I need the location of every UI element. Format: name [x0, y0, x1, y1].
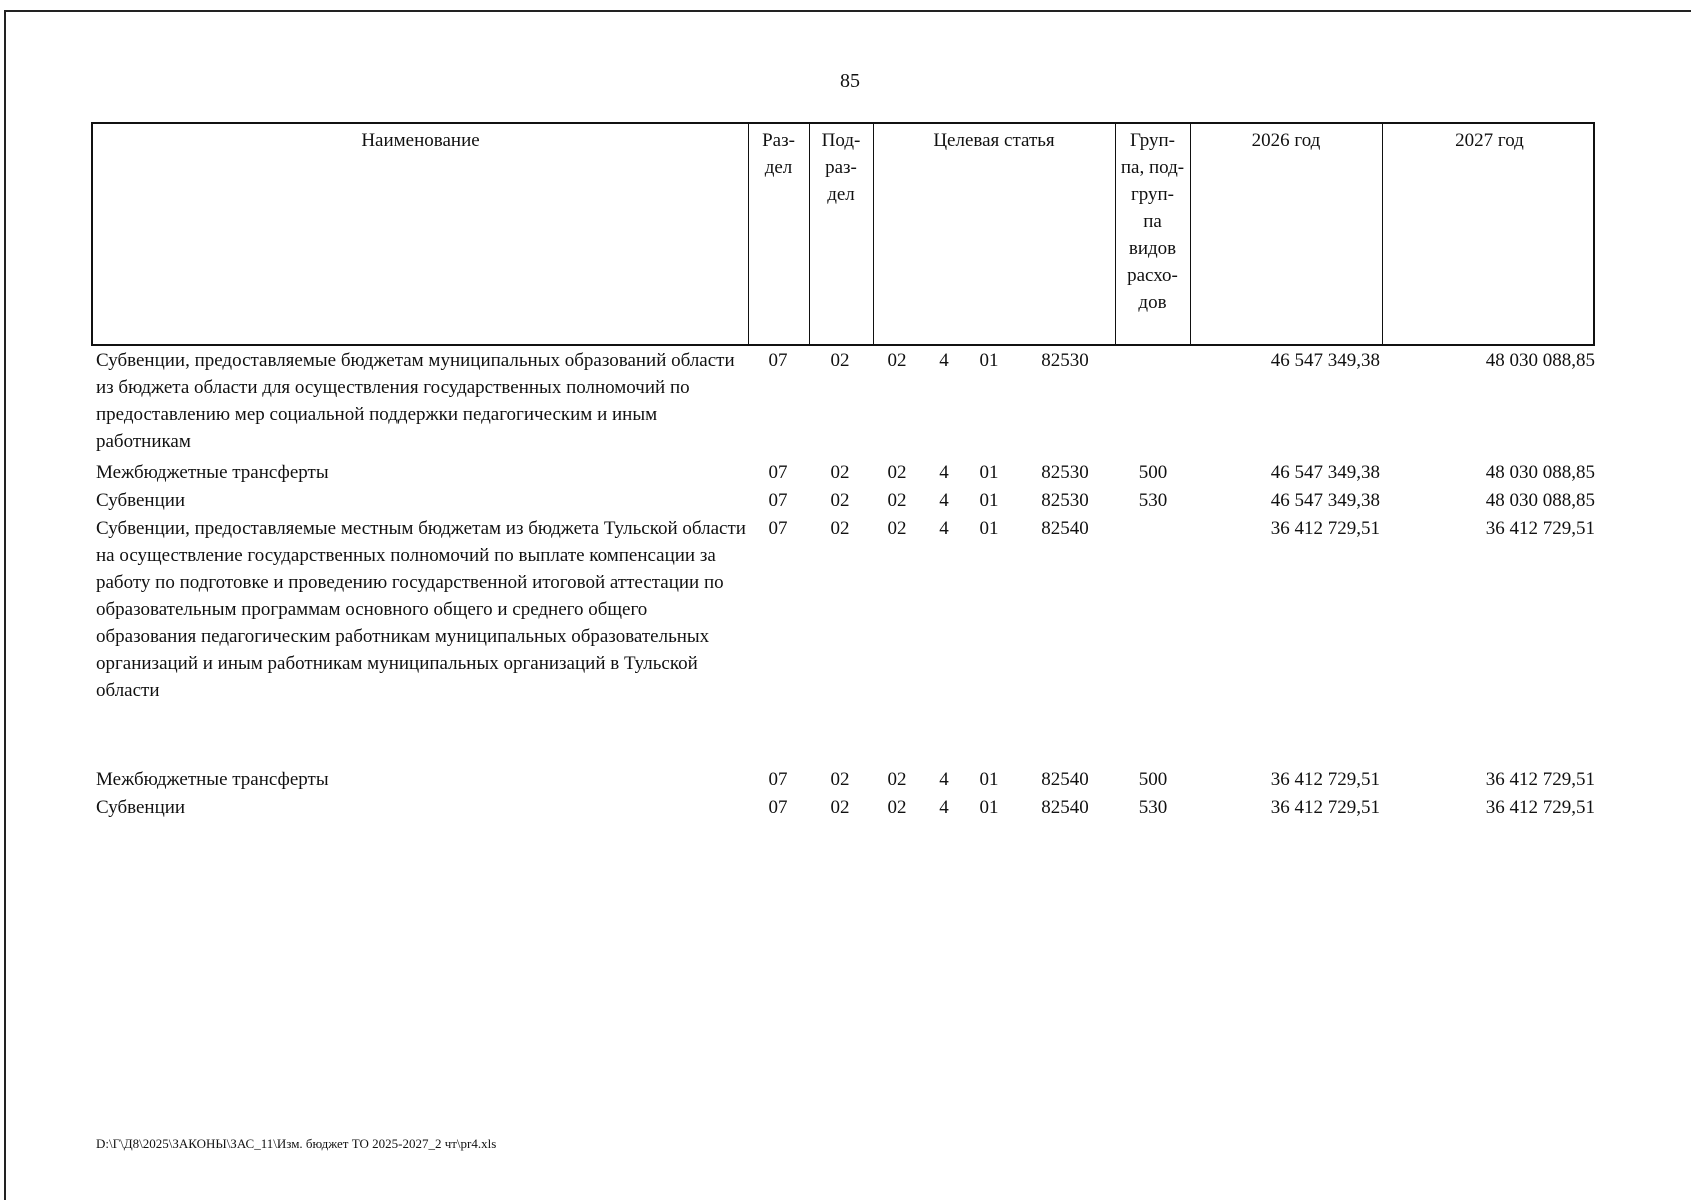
row-2027: 48 030 088,85: [1485, 462, 1595, 483]
row-group: 500: [1138, 462, 1168, 483]
header-group-line: расхо-: [1127, 265, 1178, 286]
row-2027: 36 412 729,51: [1485, 518, 1595, 539]
row-target-part1: 02: [887, 797, 907, 818]
row-target-part2: 4: [939, 518, 949, 539]
table-header: [91, 122, 1595, 346]
row-2027: 48 030 088,85: [1485, 350, 1595, 371]
row-2026: 46 547 349,38: [1270, 462, 1380, 483]
row-podrazdel: 02: [830, 518, 850, 539]
header-name: Наименование: [361, 130, 480, 151]
row-target-part4: 82540: [1041, 797, 1089, 818]
row-2026: 46 547 349,38: [1270, 490, 1380, 511]
row-razdel: 07: [768, 797, 788, 818]
header-podrazdel-line: Под-: [821, 130, 861, 151]
row-podrazdel: 02: [830, 797, 850, 818]
row-target-part4: 82530: [1041, 490, 1089, 511]
row-2026: 36 412 729,51: [1270, 797, 1380, 818]
row-target-part1: 02: [887, 462, 907, 483]
row-target-part3: 01: [979, 490, 999, 511]
header-divider: [1382, 124, 1383, 344]
row-razdel: 07: [768, 769, 788, 790]
row-razdel: 07: [768, 350, 788, 371]
row-name: Субвенции: [96, 797, 186, 818]
header-group: [1115, 124, 1190, 316]
header-razdel-line: дел: [764, 157, 793, 178]
row-target-part3: 01: [979, 797, 999, 818]
row-target-part2: 4: [939, 350, 949, 371]
row-target-part3: 01: [979, 462, 999, 483]
row-group: 500: [1138, 769, 1168, 790]
header-razdel: [748, 124, 809, 181]
header-group-line: груп-: [1130, 184, 1175, 205]
row-2027: 36 412 729,51: [1485, 797, 1595, 818]
row-target-part3: 01: [979, 769, 999, 790]
row-target-part4: 82540: [1041, 769, 1089, 790]
header-2027: 2027 год: [1455, 130, 1524, 151]
row-target-part3: 01: [979, 518, 999, 539]
row-target-part1: 02: [887, 769, 907, 790]
header-podrazdel-line: раз-: [825, 157, 857, 178]
header-target: Целевая статья: [933, 130, 1055, 151]
row-target-part4: 82530: [1041, 350, 1089, 371]
header-divider: [873, 124, 874, 344]
row-podrazdel: 02: [830, 490, 850, 511]
header-razdel-line: Раз-: [762, 130, 795, 151]
row-target-part2: 4: [939, 797, 949, 818]
row-target-part2: 4: [939, 462, 949, 483]
header-podrazdel-line: дел: [827, 184, 855, 205]
row-razdel: 07: [768, 462, 788, 483]
row-target-part4: 82540: [1041, 518, 1089, 539]
row-podrazdel: 02: [830, 350, 850, 371]
row-name: Субвенции, предоставляемые местным бюджетам из бюджета Тульской области на осуществление государственных полномочий по выплате компенсации за работу по подготовке и проведению государственной итоговой аттестации по образовательным программам основного общего и среднего общего образования педагогическим работникам муниципальных образовательных организаций и иным работникам муниципальных организаций в Тульской области: [96, 518, 746, 701]
row-2026: 36 412 729,51: [1270, 769, 1380, 790]
row-target-part4: 82530: [1041, 462, 1089, 483]
row-group: 530: [1138, 490, 1168, 511]
row-target-part3: 01: [979, 350, 999, 371]
page-border-left: [4, 10, 6, 1200]
row-podrazdel: 02: [830, 462, 850, 483]
row-target-part2: 4: [939, 490, 949, 511]
row-2026: 46 547 349,38: [1270, 350, 1380, 371]
header-podrazdel: [809, 124, 873, 208]
row-razdel: 07: [768, 490, 788, 511]
row-razdel: 07: [768, 518, 788, 539]
header-2026: 2026 год: [1251, 130, 1321, 151]
row-podrazdel: 02: [830, 769, 850, 790]
row-target-part1: 02: [887, 518, 907, 539]
row-2027: 36 412 729,51: [1485, 769, 1595, 790]
row-target-part1: 02: [887, 490, 907, 511]
page-border-top: [4, 10, 1691, 12]
row-name: Межбюджетные трансферты: [96, 769, 329, 790]
header-group-line: видов: [1128, 238, 1177, 259]
row-2026: 36 412 729,51: [1270, 518, 1380, 539]
header-divider: [1190, 124, 1191, 344]
page-number: 85: [840, 70, 860, 92]
file-path-footer: D:\Г\Д8\2025\ЗАКОНЫ\ЗАС_11\Изм. бюджет ТО 2025-2027_2 чт\pr4.xls: [96, 1136, 497, 1151]
header-group-line: па: [1143, 211, 1162, 232]
row-name: Субвенции: [96, 490, 186, 511]
row-target-part1: 02: [887, 350, 907, 371]
header-group-line: па, под-: [1120, 157, 1185, 178]
row-name: Межбюджетные трансферты: [96, 462, 329, 483]
row-2027: 48 030 088,85: [1485, 490, 1595, 511]
header-group-line: Груп-: [1129, 130, 1176, 151]
row-name: Субвенции, предоставляемые бюджетам муниципальных образований области из бюджета области для осуществления государственных полномочий по предоставлению мер социальной поддержки педагогическим и иным работникам: [96, 350, 735, 452]
row-group: 530: [1138, 797, 1168, 818]
row-target-part2: 4: [939, 769, 949, 790]
header-group-line: дов: [1138, 292, 1167, 313]
